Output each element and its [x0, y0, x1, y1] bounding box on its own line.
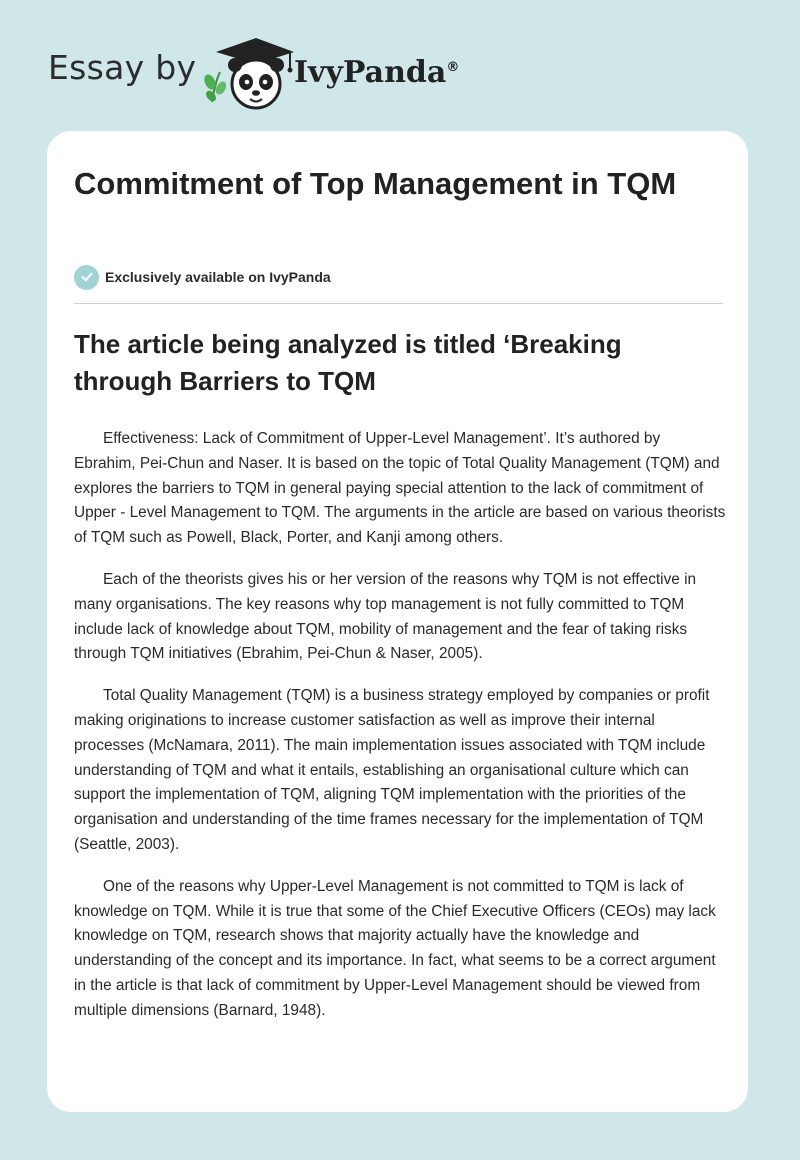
paragraph: Each of the theorists gives his or her version of the reasons why TQM is not effective in many organisations. The key reasons why top management is not fully committed to TQM include lack of knowledge about TQM, mobility of management and the fear of taking risks through TQM initiatives (Ebrahim, Pei-Chun & Naser, 2005).: [74, 570, 697, 663]
check-circle-icon: [74, 265, 99, 290]
brand-name-text: IvyPanda: [294, 55, 447, 90]
panda-graduate-icon[interactable]: [198, 32, 298, 112]
registered-mark: ®: [446, 60, 460, 75]
paragraph: Effectiveness: Lack of Commitment of Upper-Level Management’. It’s authored by Ebrahim, Pei-Chun and Naser. It is based on the topic of Total Quality Management (TQM) and explores the barriers to TQM in general paying special attention to the lack of commitment of Upper - Level Management to TQM. The arguments in the article are based on various theorists of TQM such as Powell, Black, Porter, and Kanji among others.: [74, 430, 726, 547]
page-title: Commitment of Top Management in TQM: [74, 166, 677, 201]
brand-prefix: Essay by: [48, 48, 197, 87]
paragraph: One of the reasons why Upper-Level Management is not committed to TQM is lack of knowledge on TQM. While it is true that some of the Chief Executive Officers (CEOs) may lack knowledge on TQM, research shows that majority actually have the knowledge and understanding of the concept and its importance. In fact, what seems to be a correct argument in the article is that lack of commitment by Upper-Level Management should be viewed from multiple dimensions (Barnard, 1948).: [74, 877, 716, 1019]
section-heading: The article being analyzed is titled ‘Breaking through Barriers to TQM: [74, 329, 622, 396]
brand-name[interactable]: [294, 55, 459, 90]
exclusive-badge: [74, 264, 331, 290]
divider: [74, 303, 723, 304]
badge-label: Exclusively available on IvyPanda: [105, 269, 331, 285]
essay-card: [47, 131, 748, 1112]
essay-body: [74, 427, 726, 1041]
site-header: [0, 0, 800, 130]
paragraph: Total Quality Management (TQM) is a business strategy employed by companies or profit making originations to increase customer satisfaction as well as improve their internal processes (McNamara, 2011). The main implementation issues associated with TQM include understanding of TQM and what it entails, establishing an organisational culture which can support the implementation of TQM, aligning TQM implementation with the priorities of the organisation and understanding of the time frames necessary for the implementation of TQM (Seattle, 2003).: [74, 687, 710, 853]
leaf-icon: [202, 72, 228, 103]
